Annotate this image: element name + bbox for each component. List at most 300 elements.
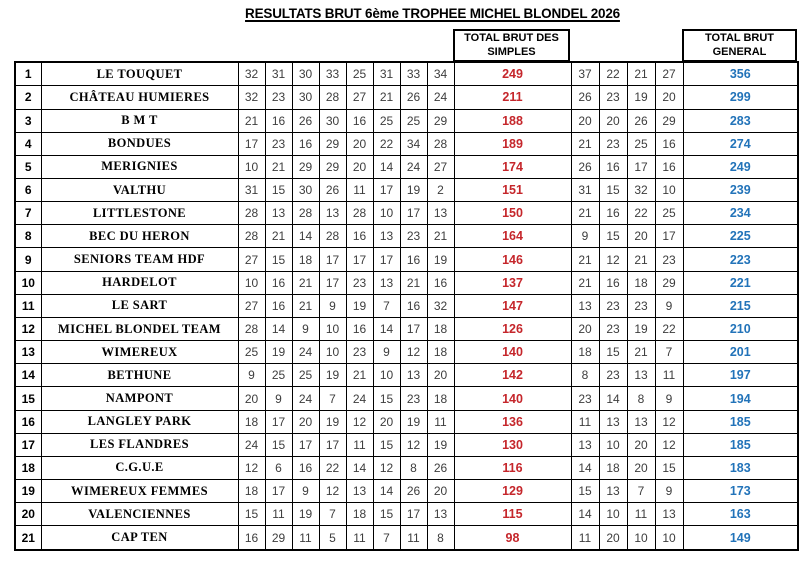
- singles-score-cell: 17: [346, 248, 373, 271]
- singles-score-cell: 26: [319, 179, 346, 202]
- singles-score-cell: 27: [346, 86, 373, 109]
- singles-score-cell: 19: [427, 248, 454, 271]
- singles-score-cell: 20: [292, 410, 319, 433]
- extra-score-cell: 20: [571, 109, 599, 132]
- singles-score-cell: 27: [427, 155, 454, 178]
- singles-score-cell: 18: [427, 317, 454, 340]
- singles-score-cell: 8: [400, 456, 427, 479]
- total-simples-cell: 116: [454, 456, 571, 479]
- extra-score-cell: 21: [571, 248, 599, 271]
- extra-score-cell: 16: [599, 271, 627, 294]
- singles-score-cell: 8: [427, 526, 454, 550]
- extra-score-cell: 20: [627, 456, 655, 479]
- total-general-cell: 185: [683, 433, 798, 456]
- extra-score-cell: 23: [655, 248, 683, 271]
- singles-score-cell: 13: [346, 480, 373, 503]
- team-name-cell: LITTLESTONE: [41, 202, 238, 225]
- singles-score-cell: 24: [400, 155, 427, 178]
- header-total-brut-des-simples: [453, 29, 570, 62]
- table-row: [15, 155, 798, 178]
- singles-score-cell: 21: [346, 364, 373, 387]
- singles-score-cell: 14: [373, 480, 400, 503]
- singles-score-cell: 5: [319, 526, 346, 550]
- extra-score-cell: 14: [571, 503, 599, 526]
- total-simples-cell: 140: [454, 341, 571, 364]
- singles-score-cell: 29: [319, 155, 346, 178]
- extra-score-cell: 26: [627, 109, 655, 132]
- rank-cell: 9: [15, 248, 41, 271]
- table-row: [15, 132, 798, 155]
- singles-score-cell: 9: [265, 387, 292, 410]
- extra-score-cell: 20: [599, 109, 627, 132]
- singles-score-cell: 24: [292, 341, 319, 364]
- singles-score-cell: 12: [238, 456, 265, 479]
- table-row: [15, 271, 798, 294]
- extra-score-cell: 12: [655, 433, 683, 456]
- extra-score-cell: 11: [655, 364, 683, 387]
- singles-score-cell: 26: [292, 109, 319, 132]
- extra-score-cell: 16: [599, 202, 627, 225]
- total-general-cell: 249: [683, 155, 798, 178]
- singles-score-cell: 16: [346, 225, 373, 248]
- singles-score-cell: 30: [292, 179, 319, 202]
- singles-score-cell: 17: [400, 317, 427, 340]
- singles-score-cell: 29: [319, 132, 346, 155]
- team-name-cell: WIMEREUX FEMMES: [41, 480, 238, 503]
- extra-score-cell: 14: [571, 456, 599, 479]
- extra-score-cell: 15: [571, 480, 599, 503]
- extra-score-cell: 25: [627, 132, 655, 155]
- singles-score-cell: 10: [238, 155, 265, 178]
- total-general-cell: 283: [683, 109, 798, 132]
- extra-score-cell: 9: [655, 480, 683, 503]
- extra-score-cell: 23: [599, 132, 627, 155]
- singles-score-cell: 16: [292, 132, 319, 155]
- extra-score-cell: 22: [655, 317, 683, 340]
- extra-score-cell: 15: [599, 341, 627, 364]
- table-row: [15, 526, 798, 550]
- singles-score-cell: 25: [346, 62, 373, 86]
- singles-score-cell: 21: [427, 225, 454, 248]
- singles-score-cell: 19: [292, 503, 319, 526]
- singles-score-cell: 14: [346, 456, 373, 479]
- extra-score-cell: 15: [599, 225, 627, 248]
- singles-score-cell: 24: [427, 86, 454, 109]
- singles-score-cell: 13: [427, 202, 454, 225]
- singles-score-cell: 24: [346, 387, 373, 410]
- team-name-cell: CAP TEN: [41, 526, 238, 550]
- total-general-cell: 274: [683, 132, 798, 155]
- singles-score-cell: 11: [346, 433, 373, 456]
- team-name-cell: LES FLANDRES: [41, 433, 238, 456]
- rank-cell: 7: [15, 202, 41, 225]
- singles-score-cell: 17: [400, 503, 427, 526]
- extra-score-cell: 7: [627, 480, 655, 503]
- total-simples-cell: 151: [454, 179, 571, 202]
- extra-score-cell: 21: [627, 341, 655, 364]
- singles-score-cell: 21: [373, 86, 400, 109]
- total-simples-cell: 140: [454, 387, 571, 410]
- singles-score-cell: 19: [346, 294, 373, 317]
- singles-score-cell: 14: [373, 317, 400, 340]
- singles-score-cell: 19: [400, 179, 427, 202]
- singles-score-cell: 23: [265, 86, 292, 109]
- singles-score-cell: 29: [427, 109, 454, 132]
- team-name-cell: BEC DU HERON: [41, 225, 238, 248]
- rank-cell: 12: [15, 317, 41, 340]
- singles-score-cell: 25: [292, 364, 319, 387]
- singles-score-cell: 34: [400, 132, 427, 155]
- extra-score-cell: 23: [599, 317, 627, 340]
- singles-score-cell: 28: [238, 202, 265, 225]
- singles-score-cell: 2: [427, 179, 454, 202]
- extra-score-cell: 8: [571, 364, 599, 387]
- extra-score-cell: 13: [599, 480, 627, 503]
- extra-score-cell: 27: [655, 62, 683, 86]
- table-row: [15, 179, 798, 202]
- singles-score-cell: 26: [400, 480, 427, 503]
- total-simples-cell: 129: [454, 480, 571, 503]
- singles-score-cell: 28: [319, 86, 346, 109]
- page-title: RESULTATS BRUT 6ème TROPHEE MICHEL BLONDEL 2026: [245, 6, 620, 21]
- singles-score-cell: 19: [265, 341, 292, 364]
- extra-score-cell: 16: [599, 155, 627, 178]
- singles-score-cell: 20: [427, 364, 454, 387]
- extra-score-cell: 13: [571, 294, 599, 317]
- singles-score-cell: 13: [400, 364, 427, 387]
- singles-score-cell: 18: [427, 387, 454, 410]
- extra-score-cell: 20: [655, 86, 683, 109]
- total-simples-cell: 98: [454, 526, 571, 550]
- singles-score-cell: 15: [265, 433, 292, 456]
- singles-score-cell: 24: [292, 387, 319, 410]
- total-general-cell: 223: [683, 248, 798, 271]
- extra-score-cell: 20: [627, 225, 655, 248]
- total-simples-cell: 174: [454, 155, 571, 178]
- singles-score-cell: 30: [292, 62, 319, 86]
- extra-score-cell: 18: [571, 341, 599, 364]
- team-name-cell: HARDELOT: [41, 271, 238, 294]
- singles-score-cell: 11: [346, 526, 373, 550]
- singles-score-cell: 16: [265, 109, 292, 132]
- singles-score-cell: 13: [373, 225, 400, 248]
- singles-score-cell: 18: [238, 480, 265, 503]
- singles-score-cell: 7: [373, 526, 400, 550]
- extra-score-cell: 17: [655, 225, 683, 248]
- team-name-cell: BETHUNE: [41, 364, 238, 387]
- singles-score-cell: 21: [292, 294, 319, 317]
- singles-score-cell: 7: [319, 503, 346, 526]
- extra-score-cell: 18: [627, 271, 655, 294]
- rank-cell: 10: [15, 271, 41, 294]
- singles-score-cell: 15: [373, 503, 400, 526]
- table-row: [15, 341, 798, 364]
- singles-score-cell: 18: [346, 503, 373, 526]
- extra-score-cell: 14: [599, 387, 627, 410]
- total-simples-cell: 126: [454, 317, 571, 340]
- extra-score-cell: 13: [599, 410, 627, 433]
- singles-score-cell: 12: [400, 341, 427, 364]
- extra-score-cell: 10: [627, 526, 655, 550]
- extra-score-cell: 9: [655, 294, 683, 317]
- extra-score-cell: 10: [655, 526, 683, 550]
- singles-score-cell: 12: [400, 433, 427, 456]
- total-simples-cell: 211: [454, 86, 571, 109]
- singles-score-cell: 6: [265, 456, 292, 479]
- singles-score-cell: 19: [319, 364, 346, 387]
- singles-score-cell: 22: [319, 456, 346, 479]
- singles-score-cell: 11: [427, 410, 454, 433]
- total-general-cell: 197: [683, 364, 798, 387]
- total-general-cell: 149: [683, 526, 798, 550]
- extra-score-cell: 20: [571, 317, 599, 340]
- singles-score-cell: 23: [400, 225, 427, 248]
- singles-score-cell: 31: [373, 62, 400, 86]
- total-simples-cell: 147: [454, 294, 571, 317]
- team-name-cell: C.G.U.E: [41, 456, 238, 479]
- singles-score-cell: 13: [265, 202, 292, 225]
- singles-score-cell: 26: [427, 456, 454, 479]
- extra-score-cell: 31: [571, 179, 599, 202]
- singles-score-cell: 17: [400, 202, 427, 225]
- total-general-cell: 185: [683, 410, 798, 433]
- singles-score-cell: 16: [427, 271, 454, 294]
- singles-score-cell: 13: [319, 202, 346, 225]
- extra-score-cell: 23: [599, 364, 627, 387]
- singles-score-cell: 16: [265, 271, 292, 294]
- table-row: [15, 387, 798, 410]
- singles-score-cell: 10: [238, 271, 265, 294]
- total-simples-cell: 188: [454, 109, 571, 132]
- extra-score-cell: 15: [655, 456, 683, 479]
- team-name-cell: LE SART: [41, 294, 238, 317]
- singles-score-cell: 19: [400, 410, 427, 433]
- rank-cell: 3: [15, 109, 41, 132]
- header-total-brut-des-simples-line1: TOTAL BRUT DES: [464, 32, 559, 44]
- total-simples-cell: 150: [454, 202, 571, 225]
- team-name-cell: VALTHU: [41, 179, 238, 202]
- extra-score-cell: 20: [599, 526, 627, 550]
- total-simples-cell: 146: [454, 248, 571, 271]
- singles-score-cell: 16: [238, 526, 265, 550]
- extra-score-cell: 23: [627, 294, 655, 317]
- singles-score-cell: 21: [292, 271, 319, 294]
- total-general-cell: 221: [683, 271, 798, 294]
- extra-score-cell: 26: [571, 86, 599, 109]
- team-name-cell: BONDUES: [41, 132, 238, 155]
- extra-score-cell: 21: [571, 132, 599, 155]
- table-row: [15, 62, 798, 86]
- extra-score-cell: 16: [655, 155, 683, 178]
- header-total-brut-general: [682, 29, 797, 62]
- extra-score-cell: 21: [627, 62, 655, 86]
- singles-score-cell: 16: [400, 248, 427, 271]
- extra-score-cell: 17: [627, 155, 655, 178]
- singles-score-cell: 7: [319, 387, 346, 410]
- singles-score-cell: 11: [400, 526, 427, 550]
- extra-score-cell: 37: [571, 62, 599, 86]
- results-table: [14, 61, 799, 551]
- extra-score-cell: 21: [571, 271, 599, 294]
- extra-score-cell: 10: [599, 503, 627, 526]
- total-simples-cell: 115: [454, 503, 571, 526]
- singles-score-cell: 28: [427, 132, 454, 155]
- singles-score-cell: 17: [319, 271, 346, 294]
- extra-score-cell: 32: [627, 179, 655, 202]
- singles-score-cell: 12: [373, 456, 400, 479]
- singles-score-cell: 10: [319, 317, 346, 340]
- singles-score-cell: 32: [238, 86, 265, 109]
- total-general-cell: 356: [683, 62, 798, 86]
- total-general-cell: 194: [683, 387, 798, 410]
- total-simples-cell: 249: [454, 62, 571, 86]
- rank-cell: 13: [15, 341, 41, 364]
- singles-score-cell: 32: [238, 62, 265, 86]
- total-general-cell: 215: [683, 294, 798, 317]
- singles-score-cell: 11: [265, 503, 292, 526]
- singles-score-cell: 10: [373, 364, 400, 387]
- singles-score-cell: 23: [346, 271, 373, 294]
- rank-cell: 19: [15, 480, 41, 503]
- team-name-cell: MICHEL BLONDEL TEAM: [41, 317, 238, 340]
- extra-score-cell: 11: [627, 503, 655, 526]
- rank-cell: 15: [15, 387, 41, 410]
- extra-score-cell: 19: [627, 317, 655, 340]
- rank-cell: 1: [15, 62, 41, 86]
- singles-score-cell: 21: [238, 109, 265, 132]
- singles-score-cell: 23: [346, 341, 373, 364]
- total-general-cell: 163: [683, 503, 798, 526]
- table-row: [15, 86, 798, 109]
- singles-score-cell: 31: [238, 179, 265, 202]
- rank-cell: 20: [15, 503, 41, 526]
- singles-score-cell: 28: [346, 202, 373, 225]
- singles-score-cell: 28: [292, 202, 319, 225]
- results-table-body: [15, 62, 798, 550]
- singles-score-cell: 9: [373, 341, 400, 364]
- table-row: [15, 364, 798, 387]
- singles-score-cell: 25: [265, 364, 292, 387]
- singles-score-cell: 16: [346, 317, 373, 340]
- singles-score-cell: 15: [373, 433, 400, 456]
- singles-score-cell: 20: [427, 480, 454, 503]
- team-name-cell: MERIGNIES: [41, 155, 238, 178]
- table-row: [15, 433, 798, 456]
- singles-score-cell: 18: [292, 248, 319, 271]
- rank-cell: 8: [15, 225, 41, 248]
- header-total-brut-general-line1: TOTAL BRUT: [704, 32, 775, 44]
- singles-score-cell: 32: [427, 294, 454, 317]
- singles-score-cell: 25: [373, 109, 400, 132]
- extra-score-cell: 9: [571, 225, 599, 248]
- singles-score-cell: 14: [265, 317, 292, 340]
- extra-score-cell: 10: [599, 433, 627, 456]
- singles-score-cell: 21: [265, 225, 292, 248]
- singles-score-cell: 14: [373, 155, 400, 178]
- extra-score-cell: 13: [627, 364, 655, 387]
- singles-score-cell: 7: [373, 294, 400, 317]
- singles-score-cell: 17: [265, 410, 292, 433]
- extra-score-cell: 19: [627, 86, 655, 109]
- singles-score-cell: 16: [292, 456, 319, 479]
- rank-cell: 4: [15, 132, 41, 155]
- table-row: [15, 456, 798, 479]
- rank-cell: 17: [15, 433, 41, 456]
- singles-score-cell: 33: [400, 62, 427, 86]
- singles-score-cell: 29: [292, 155, 319, 178]
- singles-score-cell: 9: [292, 480, 319, 503]
- singles-score-cell: 15: [265, 179, 292, 202]
- total-general-cell: 234: [683, 202, 798, 225]
- extra-score-cell: 13: [627, 410, 655, 433]
- singles-score-cell: 25: [238, 341, 265, 364]
- table-row: [15, 503, 798, 526]
- singles-score-cell: 17: [238, 132, 265, 155]
- singles-score-cell: 18: [238, 410, 265, 433]
- singles-score-cell: 19: [319, 410, 346, 433]
- singles-score-cell: 13: [427, 503, 454, 526]
- extra-score-cell: 8: [627, 387, 655, 410]
- extra-score-cell: 18: [599, 456, 627, 479]
- extra-score-cell: 26: [571, 155, 599, 178]
- total-simples-cell: 130: [454, 433, 571, 456]
- singles-score-cell: 12: [346, 410, 373, 433]
- team-name-cell: VALENCIENNES: [41, 503, 238, 526]
- team-name-cell: SENIORS TEAM HDF: [41, 248, 238, 271]
- extra-score-cell: 22: [599, 62, 627, 86]
- singles-score-cell: 26: [400, 86, 427, 109]
- singles-score-cell: 17: [373, 248, 400, 271]
- total-simples-cell: 164: [454, 225, 571, 248]
- singles-score-cell: 29: [265, 526, 292, 550]
- singles-score-cell: 27: [238, 248, 265, 271]
- total-simples-cell: 189: [454, 132, 571, 155]
- total-general-cell: 201: [683, 341, 798, 364]
- extra-score-cell: 29: [655, 271, 683, 294]
- header-total-brut-general-line2: GENERAL: [712, 45, 767, 58]
- singles-score-cell: 16: [265, 294, 292, 317]
- singles-score-cell: 23: [400, 387, 427, 410]
- rank-cell: 18: [15, 456, 41, 479]
- team-name-cell: WIMEREUX: [41, 341, 238, 364]
- table-row: [15, 410, 798, 433]
- team-name-cell: B M T: [41, 109, 238, 132]
- team-name-cell: NAMPONT: [41, 387, 238, 410]
- rank-cell: 5: [15, 155, 41, 178]
- extra-score-cell: 23: [599, 86, 627, 109]
- header-total-brut-des-simples-line2: SIMPLES: [487, 45, 536, 58]
- extra-score-cell: 21: [571, 202, 599, 225]
- extra-score-cell: 21: [627, 248, 655, 271]
- rank-cell: 2: [15, 86, 41, 109]
- singles-score-cell: 28: [238, 317, 265, 340]
- table-row: [15, 202, 798, 225]
- total-general-cell: 173: [683, 480, 798, 503]
- table-row: [15, 225, 798, 248]
- table-row: [15, 248, 798, 271]
- extra-score-cell: 23: [599, 294, 627, 317]
- singles-score-cell: 20: [373, 410, 400, 433]
- total-general-cell: 299: [683, 86, 798, 109]
- singles-score-cell: 34: [427, 62, 454, 86]
- singles-score-cell: 16: [400, 294, 427, 317]
- extra-score-cell: 9: [655, 387, 683, 410]
- singles-score-cell: 15: [238, 503, 265, 526]
- total-general-cell: 210: [683, 317, 798, 340]
- extra-score-cell: 29: [655, 109, 683, 132]
- extra-score-cell: 16: [655, 132, 683, 155]
- singles-score-cell: 28: [319, 225, 346, 248]
